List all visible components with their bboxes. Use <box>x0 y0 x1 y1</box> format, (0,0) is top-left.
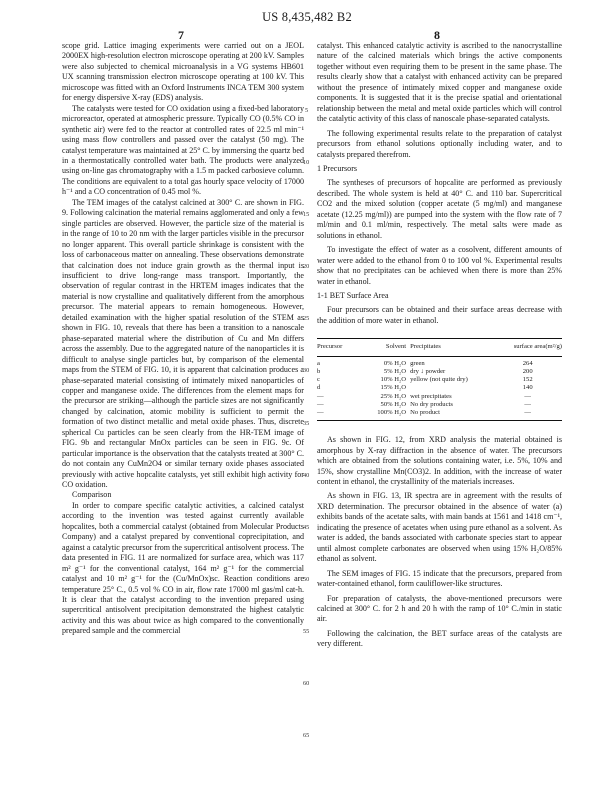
cell-precursor: — <box>317 409 324 416</box>
paragraph: scope grid. Lattice imaging experiments were carried out on a JEOL 2000EX high-resolution electron microscope operating at 200 kV. Samples were also subjected to chemical microanalysis in a VG systems HB601 UX scanning transmission electron microscope operating at 100 kV. This microscope was fitted with an Oxford Instruments INCA TEM 300 system for energy dispersive X-ray (EDS) analysis. <box>62 41 304 103</box>
cell-precipitates: wet precipitates <box>410 392 452 400</box>
cell-solvent: 25% H₂O <box>380 392 407 400</box>
paragraph: For preparation of catalysts, the above-mentioned precursors were calcined at 300° C. for 2 h and 20 h with the ramp of 10° C./min in static air. <box>317 593 562 624</box>
table-header-row <box>317 339 562 356</box>
paragraph: Four precursors can be obtained and their surface areas decrease with the addition of more water in ethanol. <box>317 305 562 325</box>
cell-solvent: 0% H₂O <box>383 359 407 367</box>
column-header: Precursor <box>317 339 371 356</box>
cell-precipitates: No product <box>410 409 440 416</box>
line-number: 35 <box>303 420 310 427</box>
cell-solvent: 50% H₂O <box>380 400 407 408</box>
paragraph: The following experimental results relate to the preparation of catalyst precursors from ethanol solutions optionally including water, and to catalysts prepared therefrom. <box>317 128 562 159</box>
paragraph: The TEM images of the catalyst calcined at 300° C. are shown in FIG. 9. Following calcination the material remains agglomerated and only a few single particles are observed. However, the particle size of the material is in the range of 10 to 20 nm with the larger particles visible in the precursor no longer apparent. This overall particle shrinkage is consistent with the loss of carbonaceous matter on annealing. These observations demonstrate that calcination does not induce grain growth as the thermal input is insufficient to drive long-range mass transport. Importantly, the observation of regular contrast in the HRTEM images indicates that the material is now crystalline and qualitatively different from the amorphous precursor. The material appears to remain homogeneous. However, detailed examination with the higher spatial resolution of the STEM as shown in FIG. 10, reveals that there has been a transition to a nanoscale phase-separated material where the distribution of Cu and Mn differs across the assembly. Due to the aggregated nature of the nanoparticles it is difficult to analyse single particles but, by comparison of the elemental maps from the STEM of FIG. 10, it is apparent that calcination produces a phase-separated material consisting of intimately mixed nanoparticles of copper and manganese oxide. The differences from the element maps for the precursor are striking—although the particle sizes are not significantly changed by calcination, atomic mobility is sufficient to permit the formation of two distinct metallic and metal oxide phases. Thus, discrete spherical Cu particles can be seen clearly from the HR-TEM image of FIG. 9b and rectangular MnOx particles can be seen in FIG. 9c. Of particular importance is the observation that the catalysts treated at 300° C. do not contain any CuMn2O4 or similar ternary oxide phases associated previously with active hopcalite catalysts, yet still exhibit high activity for CO oxidation. <box>62 197 304 490</box>
table-row <box>317 356 562 368</box>
cell-precipitates: No dry products <box>410 400 453 408</box>
line-number: 10 <box>303 159 310 166</box>
paragraph: As shown in FIG. 12, from XRD analysis the material obtained is amorphous by X-ray diffraction in the absence of water. The precursors which are obtained from the solutions containing water, i.e. 5%, 10% and 15%, show crystalline Mn(CO3)2. In addition, with the increase of water content in ethanol, the crystallinity of the materials increases. <box>317 435 562 487</box>
line-number: 30 <box>303 367 310 374</box>
line-number: 65 <box>303 732 310 739</box>
line-number: 60 <box>303 680 310 687</box>
paragraph: The catalysts were tested for CO oxidation using a fixed-bed laboratory microreactor, operated at atmospheric pressure. Typically CO (0.5% CO in synthetic air) were fed to the reactor at controlled rates of 22.5 ml min⁻¹ using mass flow controllers and passed over the catalyst (50 mg). The catalyst temperature was maintained at 25° C. by immersing the quartz bed in a thermostatically controlled water bath. The products were analyzed using on-line gas chromatography with a 1.5 m packed carbosieve column. The conditions are equivalent to a total gas hourly space velocity of 17000 h⁻¹ and a CO concentration of 0.45 mol %. <box>62 103 304 197</box>
column-header: surface area(m²/g) <box>493 339 562 356</box>
cell-solvent: 15% H₂O <box>380 384 407 392</box>
line-number: 55 <box>303 628 310 635</box>
page-number-right: 8 <box>434 28 440 42</box>
table-row <box>317 376 562 384</box>
cell-solvent: 5% H₂O <box>383 367 407 375</box>
cell-precursor: — <box>317 400 324 408</box>
table-row <box>317 409 562 421</box>
cell-precursor: — <box>317 392 324 400</box>
right-column <box>317 41 562 650</box>
section-heading: Comparison <box>72 490 112 500</box>
cell-solvent: 10% H₂O <box>380 376 407 384</box>
cell-surface-area: 140 <box>522 384 533 392</box>
table-row <box>317 393 562 401</box>
cell-surface-area: — <box>524 400 531 408</box>
cell-precipitates: yellow (not quite dry) <box>410 376 468 384</box>
patent-number: US 8,435,482 B2 <box>262 10 352 24</box>
paragraph: Following the calcination, the BET surface areas of the catalysts are very different. <box>317 628 562 649</box>
paragraph: The SEM images of FIG. 15 indicate that the precursors, prepared from water-contained ethanol, form cauliflower-like structures. <box>317 568 562 589</box>
cell-precursor: a <box>317 359 320 367</box>
paragraph: The syntheses of precursors of hopcalite are performed as previously described. The whole system is held at 40° C. and 110 bar. Supercritical CO2 and the mixed solution (copper acetate (5 mg/ml) and manganese acetate (12.25 mg/ml)) are pumped into the system with the flow rate of 7 ml/min and 0.1 ml/min, respectively. The metal salts were made as solutions in ethanol. <box>317 178 562 240</box>
cell-solvent: 100% H₂O <box>377 409 407 416</box>
paragraph: As shown in FIG. 13, IR spectra are in agreement with the results of XRD determination. The precursor obtained in the absence of water (a) exhibits bands of the acetate salts, with main bands at 1561 and 1418 cm⁻¹, indicating the presence of acetates when using pure ethanol as a solvent. As water is added, the bands associated with carbonate species start to appear until almost complete carbonates are observed when using 15% H₂O/85% ethanol as solvent. <box>317 491 562 564</box>
paragraph: catalyst. This enhanced catalytic activity is ascribed to the nanocrystalline nature of the calcined materials which brings the active components together without even requiring them to be present in the same phase. The results clearly show that a catalyst with enhanced activity can be prepared without the presence of intimately mixed copper and manganese oxide components. It is suggested that it is the precise spatial and orientational relationship between the metal and metal oxide particles which will control the catalytic activity of this class of nanoscale phase-separated catalysts. <box>317 41 562 124</box>
cell-surface-area: 264 <box>522 359 533 367</box>
cell-surface-area: 152 <box>522 376 533 384</box>
section-heading: 1-1 BET Surface Area <box>317 290 389 300</box>
column-header: Precipitates <box>410 339 493 356</box>
cell-precursor: b <box>317 367 321 375</box>
table-row <box>317 401 562 409</box>
column-header: Solvent <box>371 339 410 356</box>
cell-surface-area: — <box>524 392 531 400</box>
line-number: 50 <box>303 576 310 583</box>
line-number: 5 <box>305 107 309 114</box>
line-number: 45 <box>303 524 310 531</box>
left-column <box>62 41 304 637</box>
table-row <box>317 384 562 392</box>
cell-precipitates <box>410 384 493 392</box>
page-number-left: 7 <box>178 28 184 42</box>
cell-precursor: c <box>317 376 320 384</box>
paragraph: To investigate the effect of water as a cosolvent, different amounts of water were added to the ethanol from 0 to 100 vol %. Experimental results show that no precipitates can be achieved when there is more than 25% water in ethanol. <box>317 245 562 286</box>
table-row <box>317 368 562 376</box>
line-number: 20 <box>303 263 310 270</box>
line-number: 25 <box>303 315 310 322</box>
section-heading: 1 Precursors <box>317 163 358 173</box>
bet-surface-area-table <box>317 338 562 421</box>
cell-surface-area: — <box>524 409 531 416</box>
cell-precipitates: dry ↓ powder <box>410 367 446 375</box>
line-number: 40 <box>303 472 310 479</box>
paragraph: In order to compare specific catalytic activities, a calcined catalyst according to the invention was tested against currently available hopcalites, both a commercial catalyst (obtained from Molecular Products Company) and a catalyst prepared by conventional coprecipitation, and against a catalytic precursor from the supercritical antisolvent process. The data presented in FIG. 11 are normalized for surface area, which was 117 m² g⁻¹ for the conventional catalyst, 164 m² g⁻¹ for the commercial catalyst and 10 m² g⁻¹ for the (Cu/MnOx)sc. Reaction conditions are temperature 25° C., 0.5 vol % CO in air, flow rate 17000 ml gas/ml cat-h. It is clear that the catalyst according to the invention prepared using supercritical antisolvent precipitation demonstrated the highest catalytic activity and this was about twice as high compared to the conventionally prepared sample and the commercial <box>62 500 304 636</box>
cell-precipitates: green <box>410 359 425 367</box>
cell-surface-area: 200 <box>522 367 533 375</box>
cell-precursor: d <box>317 384 321 392</box>
line-number: 15 <box>303 211 310 218</box>
